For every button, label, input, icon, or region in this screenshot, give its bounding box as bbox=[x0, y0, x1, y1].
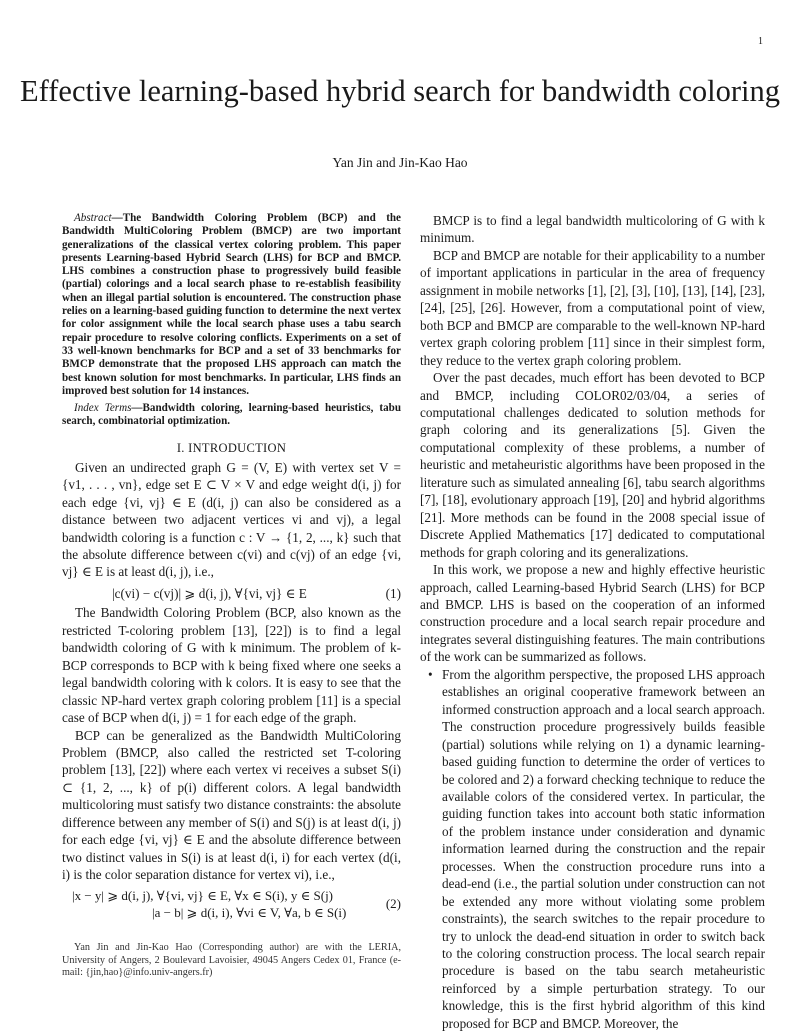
paragraph: BCP and BMCP are notable for their applicability to a number of important applications in particular in the area of frequency assignment in mobile networks [1], [2], [3], [10], [13], [14], [23], [24], [25], [26]. However, from a computational point of view, both BCP and BMCP are comparable to the well-known NP-hard vertex graph coloring problem [11] since in their simplest form, they reduce to the vertex graph coloring problem. bbox=[420, 247, 765, 368]
equation-2-line-2: |a − b| ⩾ d(i, i), ∀vi ∈ V, ∀a, b ∈ S(i) bbox=[152, 904, 347, 920]
paragraph: In this work, we propose a new and highly effective heuristic approach, called Learning-based Hybrid Search (LHS) for BCP and BMCP. LHS is based on the cooperation of an informed construction procedure and a local search repair procedure and integrates several distinguishing features. The main contributions of the work can be summarized as follows. bbox=[420, 562, 765, 665]
equation-2 bbox=[62, 887, 401, 921]
page-number: 1 bbox=[758, 36, 763, 47]
left-column bbox=[62, 212, 401, 924]
paper-title: Effective learning-based hybrid search for bandwidth coloring bbox=[20, 74, 780, 108]
index-terms-label: Index Terms bbox=[74, 402, 132, 415]
contributions-list bbox=[420, 666, 765, 1033]
abstract-label: Abstract bbox=[74, 212, 112, 224]
paragraph: Over the past decades, much effort has been devoted to BCP and BMCP, including COLOR02/03/04, a series of computational challenges dedicated to solution methods for graph coloring and its generalizations [5]. Given the computational complexity of these problems, a number of heuristic and metaheuristic algorithms have been proposed in the literature such as simulated annealing [6], tabu search algorithms [7], [18], evolutionary approach [19], [20] and hybrid algorithms [21]. More methods can be found in the 2008 special issue of Discrete Applied Mathematics [17] dedicated to computational methods for graph coloring and its generalizations. bbox=[420, 370, 765, 560]
paragraph: BMCP is to find a legal bandwidth multicoloring of G with k minimum. bbox=[420, 213, 765, 246]
abstract-text: —The Bandwidth Coloring Problem (BCP) and the Bandwidth MultiColoring Problem (BMCP) are two important generalizations of the classical vertex coloring problem. This paper presents Learning-based Hybrid Search (LHS) for BCP and BMCP. LHS combines a construction phase to progressively build feasible (partial) colorings and a local search phase to re-establish feasibility when an illegal partial solution is encountered. The construction phase relies on a learning-based guiding function to determine the next vertex for color assignment while the local search phase uses a tabu search repair procedure to resolve coloring conflicts. Experiments on a set of 33 well-known benchmarks for BCP and a set of 33 benchmarks for BMCP demonstrate that the proposed LHS approach can match the best known solution for most benchmarks. In particular, LHS finds an improved best solution for 14 instances. bbox=[62, 212, 401, 397]
equation-1-text: |c(vi) − c(vj)| ⩾ d(i, j), ∀{vi, vj} ∈ E bbox=[112, 585, 307, 601]
index-terms bbox=[62, 402, 401, 429]
footnote: Yan Jin and Jin-Kao Hao (Corresponding author) are with the LERIA, University of Angers, 2 Boulevard Lavoisier, 49045 Angers Cedex 01, France (e-mail: {jin,hao}@info.univ-angers.fr) bbox=[62, 942, 401, 979]
list-item-text: From the algorithm perspective, the proposed LHS approach establishes an original cooperative framework between an informed construction approach and a local search approach. The construction procedure progressively builds feasible (partial) solutions while relying on 1) a dynamic learning-based guiding function to determine the order of vertices to be colored and 2) a forward checking technique to reduce the available colors of the considered vertex. In particular, the guiding function takes into account both static information of the problem instance under consideration and dynamic information learned during the construction and the repair processes. When the construction procedure runs into a dead-end (i.e., the partial solution under construction can not be extended any more without violating some problem constraints), the search switches to the repair procedure to try to unlock the dead-end situation in order to switch back to the coloring construction process. The local search repair procedure is based on the tabu search metaheuristic reinforced by a simple perturbation strategy. To our knowledge, this is the first hybrid algorithm of this kind proposed for BCP and BMCP. Moreover, the bbox=[442, 666, 765, 1031]
section-heading: I. INTRODUCTION bbox=[176, 440, 287, 455]
equation-2-number: (2) bbox=[385, 896, 401, 912]
list-item bbox=[428, 666, 765, 1033]
abstract bbox=[62, 212, 401, 398]
authors: Yan Jin and Jin-Kao Hao bbox=[332, 155, 468, 170]
paragraph: BCP can be generalized as the Bandwidth MultiColoring Problem (BMCP, also called the restricted set T-coloring problem [13], [22]) where each vertex vi receives a subset S(i) ⊂ {1, 2, ..., k} of p(i) different colors. A legal bandwidth multicoloring must satisfy two distance constraints: the absolute difference between any member of S(i) and S(j) is at least d(i, j) for each edge {vi, vj} ∈ E and the absolute difference between two distinct values in S(i) is at least d(i, i) for each vertex (d(i, i) is the color separation distance for vertex vi), i.e., bbox=[62, 727, 401, 883]
paragraph: Given an undirected graph G = (V, E) with vertex set V = {v1, . . . , vn}, edge set E ⊂ V × V and edge weight d(i, j) for each edge {vi, vj} ∈ E (d(i, j) can also be considered as a distance between two adjacent vertices vi and vj), a legal bandwidth coloring is a function c : V → {1, 2, ..., k} such that the absolute difference between c(vi) and c(vj) of an edge {vi, vj} ∈ E is at least d(i, j), i.e., bbox=[62, 459, 401, 580]
right-column bbox=[420, 212, 765, 1032]
paragraph: The Bandwidth Coloring Problem (BCP, also known as the restricted T-coloring problem [13], [22]) is to find a legal bandwidth coloring of G with k minimum. The problem of k-BCP corresponds to BCP with k being fixed where one seeks a legal bandwidth coloring with k colors. It is easy to see that the classic NP-hard vertex graph coloring problem [11] is a special case of BCP when d(i, j) = 1 for each edge of the graph. bbox=[62, 605, 401, 726]
equation-1 bbox=[62, 585, 401, 602]
bullet-icon: • bbox=[428, 666, 433, 682]
equation-2-line-1: |x − y| ⩾ d(i, j), ∀{vi, vj} ∈ E, ∀x ∈ S(i), y ∈ S(j) bbox=[72, 887, 334, 903]
equation-1-number: (1) bbox=[385, 585, 401, 601]
index-terms-text: —Bandwidth coloring, learning-based heuristics, tabu search, combinatorial optimization. bbox=[62, 402, 401, 428]
